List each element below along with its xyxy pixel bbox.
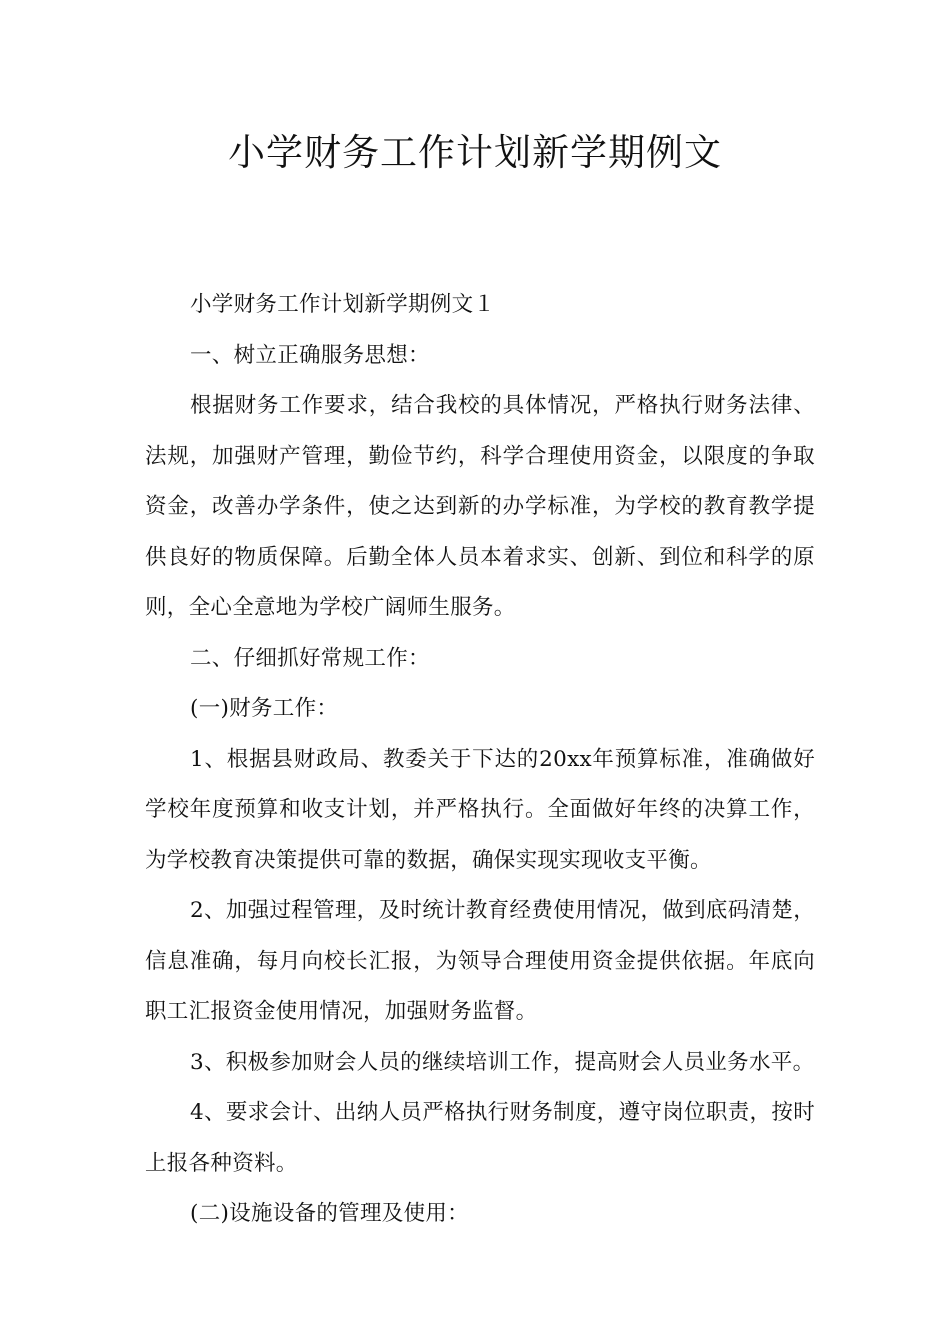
paragraph: 2、加强过程管理，及时统计教育经费使用情况，做到底码清楚，信息准确，每月向校长汇报，为领导合理使用资金提供依据。年底向职工汇报资金使用情况，加强财务监督。 xyxy=(145,898,815,1024)
document-body xyxy=(145,280,815,1240)
paragraph-section-2: 二、仔细抓好常规工作： xyxy=(190,645,430,671)
paragraph: 4、要求会计、出纳人员严格执行财务制度，遵守岗位职责，按时上报各种资料。 xyxy=(145,1100,815,1176)
document-title: 小学财务工作计划新学期例文 xyxy=(228,131,722,174)
paragraph-subsection-1: (一)财务工作： xyxy=(190,696,339,721)
paragraph: 3、积极参加财会人员的继续培训工作，提高财会人员业务水平。 xyxy=(190,1049,815,1075)
paragraph: 根据财务工作要求，结合我校的具体情况，严格执行财务法律、法规，加强财产管理，勤俭节约，科学合理使用资金，以限度的争取资金，改善办学条件，使之达到新的办学标准，为学校的教育教学提供良好的物质保障。后勤全体人员本着求实、创新、到位和科学的原则，全心全意地为学校广阔师生服务。 xyxy=(145,393,815,620)
paragraph-heading-1: 小学财务工作计划新学期例文１ xyxy=(190,292,496,317)
paragraph: 1、根据县财政局、教委关于下达的20xx年预算标准，准确做好学校年度预算和收支计划，并严格执行。全面做好年终的决算工作，为学校教育决策提供可靠的数据，确保实现实现收支平衡。 xyxy=(145,746,815,873)
paragraph-section-1: 一、树立正确服务思想： xyxy=(190,342,430,368)
paragraph-subsection-2: (二)设施设备的管理及使用： xyxy=(190,1201,469,1226)
